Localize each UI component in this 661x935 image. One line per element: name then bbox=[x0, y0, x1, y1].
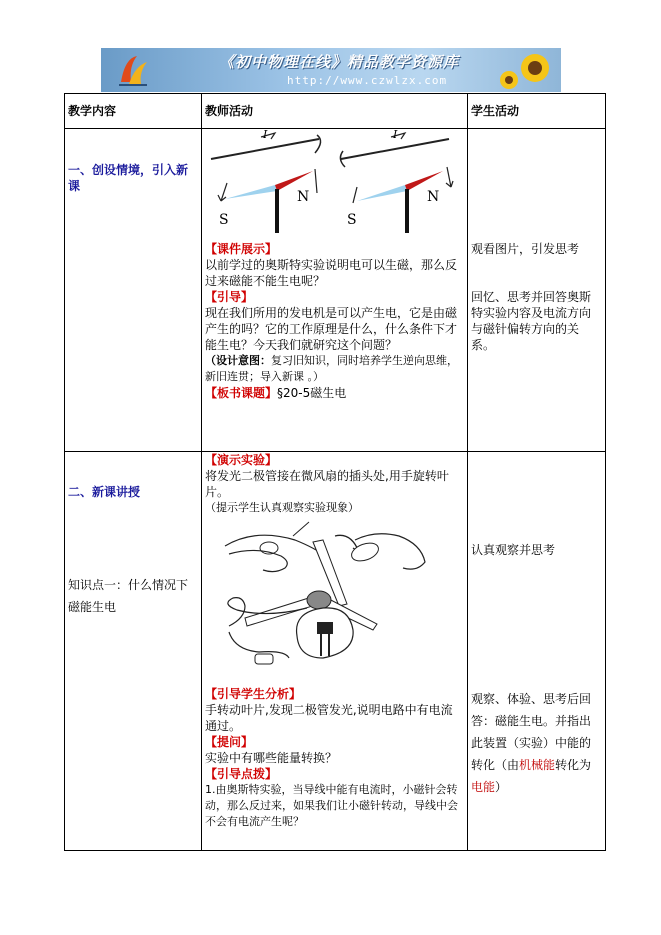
tag-board-title: 【板书课题】 bbox=[205, 386, 278, 400]
student-text-4b: 转化为 bbox=[555, 758, 592, 772]
header-banner bbox=[101, 48, 561, 92]
oersted-right bbox=[340, 129, 453, 233]
tag-demo: 【演示实验】 bbox=[205, 453, 278, 467]
tag-question: 【提问】 bbox=[205, 735, 254, 749]
south-label-left: S bbox=[219, 212, 229, 228]
student-cell bbox=[468, 129, 606, 452]
teacher-cell bbox=[202, 452, 468, 851]
student-cell bbox=[468, 452, 606, 851]
tag-analysis: 【引导学生分析】 bbox=[205, 687, 302, 701]
section-title-1: 一、创设情境，引入新课 bbox=[68, 163, 189, 193]
sunflower-icon bbox=[495, 50, 555, 90]
text-hint: 1.由奥斯特实验，当导线中能有电流时，小磁针会转动，那么反过来，如果我们让小磁针转动，导线中会不会有电流产生呢？ bbox=[205, 783, 458, 828]
text-courseware: 以前学过的奥斯特实验说明电可以生磁，那么反过来磁能不能生电呢？ bbox=[205, 258, 458, 288]
north-label-left: N bbox=[297, 189, 310, 205]
text-guide: 现在我们所用的发电机是可以产生电，它是由磁产生的吗？它的工作原理是什么，什么条件下才能生电？今天我们就研究这个问题？ bbox=[205, 306, 458, 352]
energy-electric: 电能 bbox=[471, 780, 496, 794]
south-label-right: S bbox=[347, 212, 357, 228]
table-header-row bbox=[65, 94, 606, 129]
board-title-line bbox=[205, 385, 464, 401]
tag-guide: 【引导】 bbox=[205, 290, 254, 304]
text-analysis: 手转动叶片,发现二极管发光,说明电路中有电流通过。 bbox=[205, 703, 453, 733]
design-intent-label: （设计意图： bbox=[205, 354, 271, 367]
header-student: 学生活动 bbox=[468, 94, 606, 129]
table-row bbox=[65, 452, 606, 851]
section-title-2: 二、新课讲授 bbox=[68, 485, 141, 499]
text-question: 实验中有哪些能量转换？ bbox=[205, 751, 338, 765]
logo-icon bbox=[115, 52, 151, 88]
header-teacher: 教师活动 bbox=[202, 94, 468, 129]
content-cell bbox=[65, 129, 202, 452]
tag-hint: 【引导点拨】 bbox=[205, 767, 278, 781]
banner-title: 《初中物理在线》精品教学资源库 bbox=[219, 53, 460, 71]
content-cell bbox=[65, 452, 202, 851]
banner-url[interactable]: http://www.czwlzx.com bbox=[287, 74, 448, 87]
fan-experiment-figure bbox=[205, 516, 463, 686]
header-content: 教学内容 bbox=[65, 94, 202, 129]
knowledge-point-1: 知识点一：什么情况下磁能生电 bbox=[68, 578, 189, 614]
student-text-2: 回忆、思考并回答奥斯特实验内容及电流方向与磁针偏转方向的关系。 bbox=[471, 290, 592, 352]
oersted-figure bbox=[205, 129, 463, 241]
design-intent-text: 复习旧知识，同时培养学生逆向思维，新旧连贯；导入新课 。） bbox=[205, 354, 458, 383]
text-demo-hint: （提示学生认真观察实验现象） bbox=[205, 501, 359, 514]
tag-courseware: 【课件展示】 bbox=[205, 242, 278, 256]
student-text-4 bbox=[471, 688, 602, 798]
current-label-left: I bbox=[263, 129, 268, 141]
teacher-cell bbox=[202, 129, 468, 452]
student-text-4a: 观察、体验、思考后回答：磁能生电。并指出此装置（实验）中能的转化（由 bbox=[471, 692, 592, 772]
table-row bbox=[65, 129, 606, 452]
energy-mechanical: 机械能 bbox=[519, 758, 556, 772]
lesson-table bbox=[64, 93, 606, 851]
north-label-right: N bbox=[427, 189, 440, 205]
oersted-left bbox=[211, 129, 321, 233]
current-label-right: I bbox=[393, 129, 398, 141]
student-text-4c: ） bbox=[495, 780, 508, 794]
design-intent bbox=[205, 353, 464, 385]
student-text-1: 观看图片，引发思考 bbox=[471, 242, 580, 256]
student-text-3: 认真观察并思考 bbox=[471, 543, 556, 557]
text-demo: 将发光二极管接在微风扇的插头处,用手旋转叶片。 bbox=[205, 469, 449, 499]
text-board-title: §20-5磁生电 bbox=[277, 386, 347, 400]
